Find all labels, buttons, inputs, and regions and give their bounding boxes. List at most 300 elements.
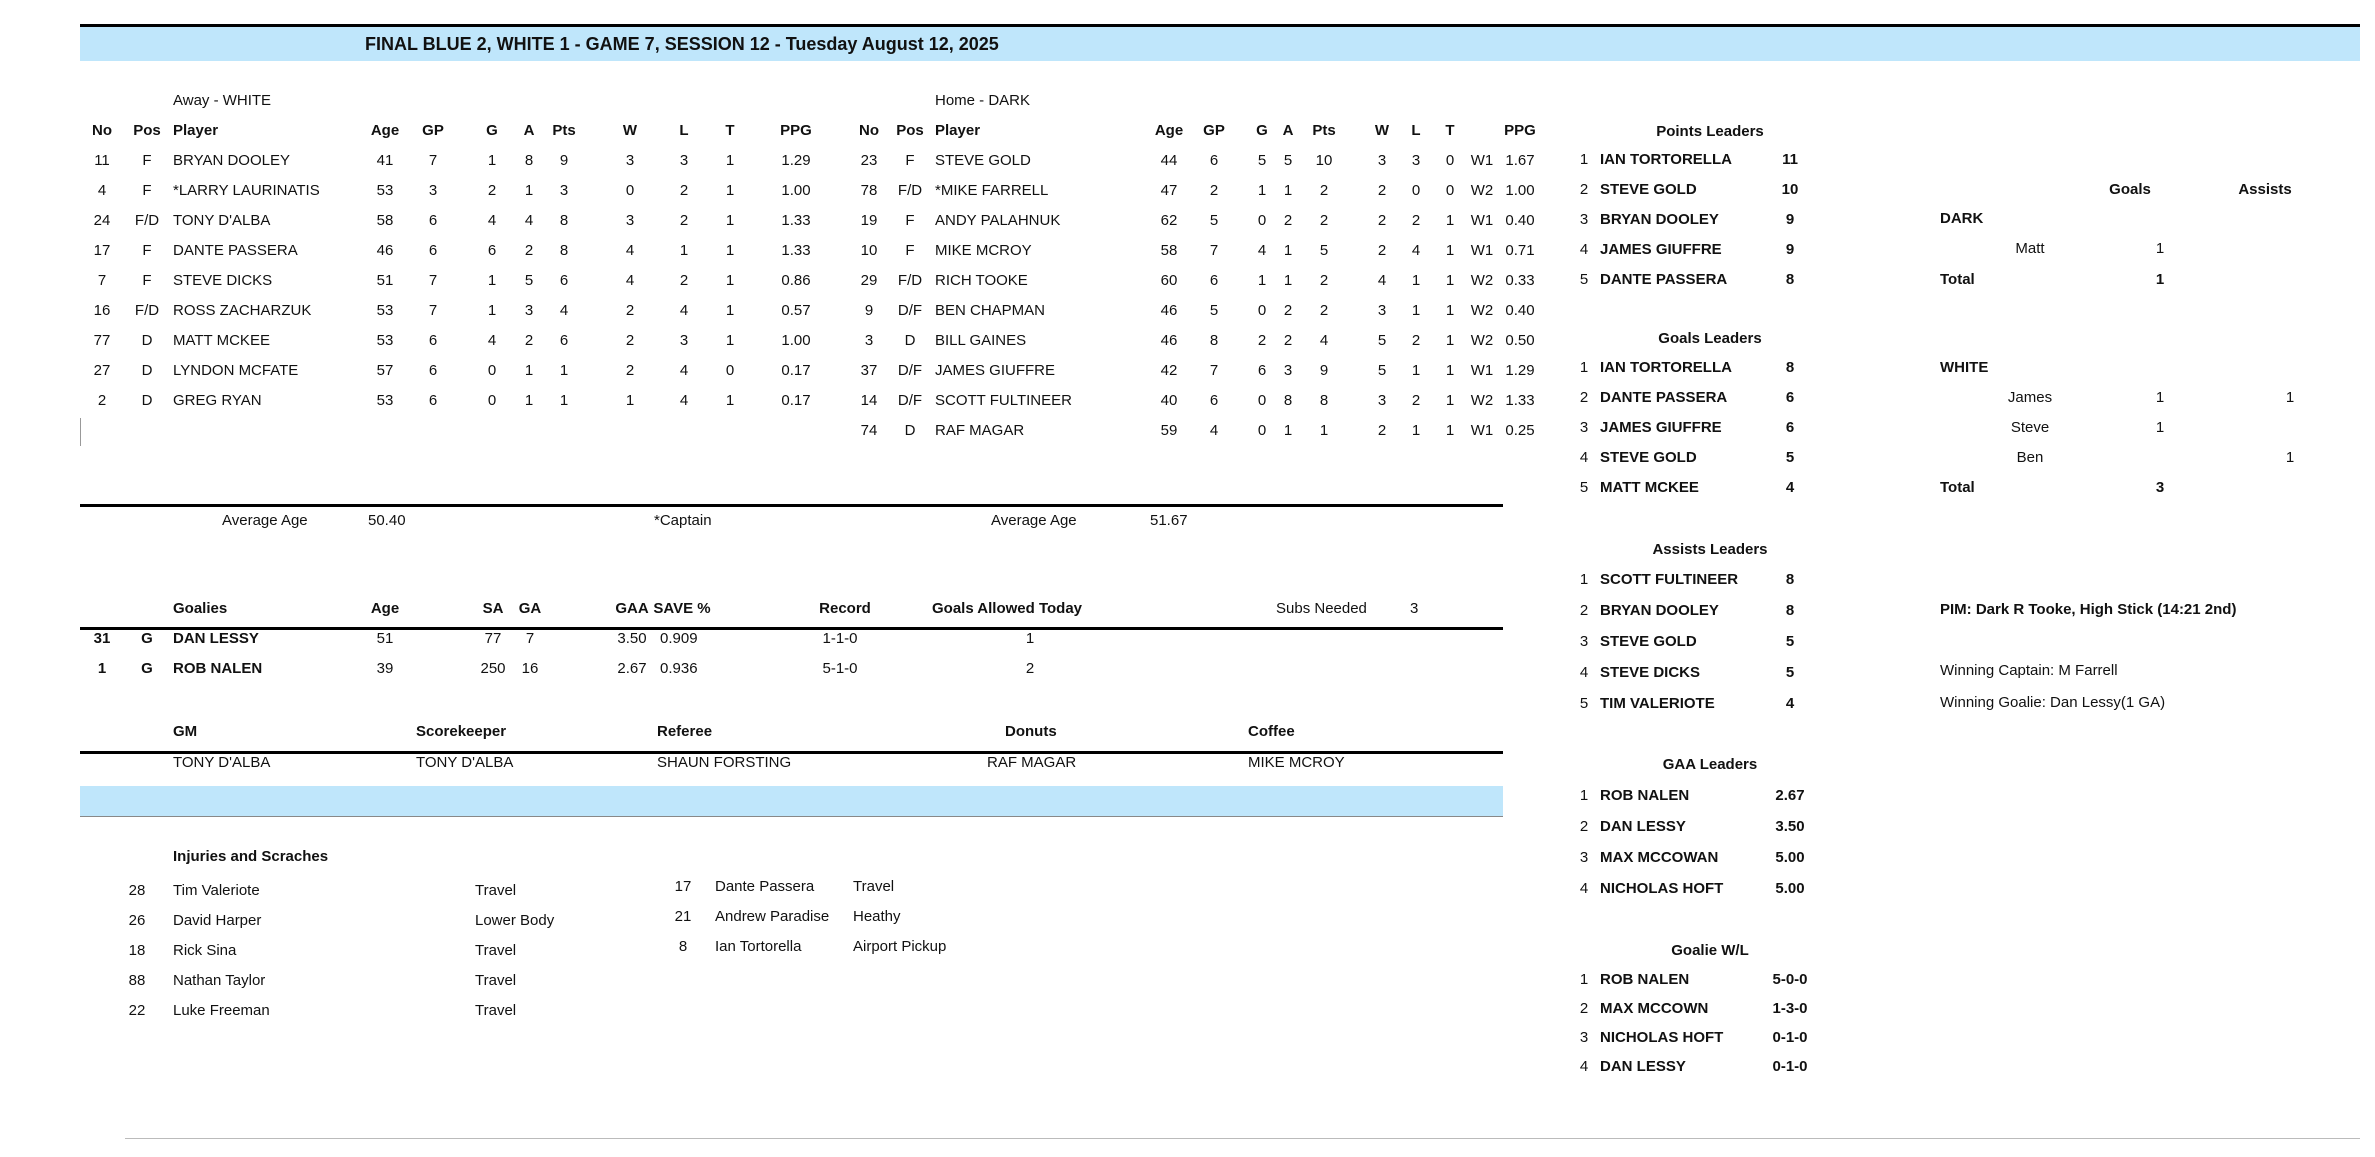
leader-rank: 3 <box>1579 211 1589 228</box>
home-player-cell: 2 <box>1283 332 1293 349</box>
home-player-cell: 58 <box>1160 242 1178 259</box>
leader-rank: 2 <box>1579 181 1589 198</box>
away-player-cell: 3 <box>679 152 689 169</box>
goalie-cell: 1 <box>1025 630 1035 647</box>
home-player-cell: *MIKE FARRELL <box>935 182 1049 199</box>
away-player-cell: 1.29 <box>781 152 811 169</box>
dark-total: 1 <box>2155 271 2165 288</box>
away-header-cell: T <box>725 122 735 139</box>
assists-leader-row <box>1560 568 1860 592</box>
away-player-cell: 2 <box>625 332 635 349</box>
assists-leader-row <box>1560 630 1860 654</box>
assists-header: Assists <box>2238 181 2292 198</box>
goalie-cell: DAN LESSY <box>173 630 259 647</box>
goalie_wl-leader-row <box>1560 997 1860 1021</box>
away-player-cell: 7 <box>97 272 107 289</box>
away-player-cell: 1 <box>487 272 497 289</box>
leader-value: 4 <box>1785 695 1795 712</box>
leader-rank: 3 <box>1579 633 1589 650</box>
away-player-cell: 24 <box>93 212 111 229</box>
injury-reason: Airport Pickup <box>853 938 947 955</box>
injury-number: 26 <box>128 912 146 929</box>
home-player-cell: 5 <box>1209 212 1219 229</box>
away-player-cell: F <box>142 182 152 199</box>
home-player-cell: 1 <box>1319 422 1329 439</box>
injury-number: 21 <box>674 908 692 925</box>
leader-rank: 3 <box>1579 849 1589 866</box>
away-player-cell: 0.57 <box>781 302 811 319</box>
left-edge-mark <box>80 418 81 446</box>
assists-leader-row <box>1560 692 1860 716</box>
goals-leader-row <box>1560 356 1860 380</box>
home-team-label: Home - DARK <box>935 92 1031 109</box>
goalie-cell: 31 <box>93 630 111 647</box>
away-player-cell: 53 <box>376 182 394 199</box>
away-player-cell: 1.00 <box>781 182 811 199</box>
leader-name: STEVE GOLD <box>1600 633 1697 650</box>
goalie-header-cell: Record <box>819 600 871 617</box>
away-player-cell: BRYAN DOOLEY <box>173 152 290 169</box>
goalie_wl-leader-row <box>1560 1026 1860 1050</box>
away-player-cell: STEVE DICKS <box>173 272 273 289</box>
home-player-cell: D/F <box>897 392 923 409</box>
injury-player: Andrew Paradise <box>715 908 830 925</box>
home-header-cell: Pos <box>896 122 924 139</box>
home-player-cell: 5 <box>1283 152 1293 169</box>
white-scorer-row <box>1930 446 2350 470</box>
injury-row <box>0 875 1000 899</box>
leader-value: 0-1-0 <box>1772 1058 1808 1075</box>
away-player-cell: 1.33 <box>781 242 811 259</box>
home-player-cell: 1.33 <box>1505 392 1535 409</box>
injury-player: Nathan Taylor <box>173 972 266 989</box>
dark-scorer-row <box>1930 237 2350 261</box>
away-player-cell: 6 <box>428 392 438 409</box>
leader-value: 10 <box>1781 181 1799 198</box>
home-player-cell: W1 <box>1470 242 1494 259</box>
away-player-cell: 0.17 <box>781 392 811 409</box>
away-player-cell: F/D <box>134 212 160 229</box>
leader-rank: 2 <box>1579 602 1589 619</box>
points-leader-row <box>1560 178 1860 202</box>
home-player-cell: 46 <box>1160 302 1178 319</box>
staff-header-cell: Donuts <box>1005 723 1057 740</box>
home-player-cell: 0 <box>1257 212 1267 229</box>
home-player-cell: W2 <box>1470 272 1494 289</box>
home-player-cell: 2 <box>1209 182 1219 199</box>
points-leader-row <box>1560 238 1860 262</box>
home-player-cell: 5 <box>1209 302 1219 319</box>
home-player-cell: 1 <box>1411 362 1421 379</box>
leader-name: MAX MCCOWAN <box>1600 849 1719 866</box>
away-player-cell: 6 <box>559 332 569 349</box>
dark-total-label: Total <box>1940 271 1975 288</box>
home-header-cell: A <box>1282 122 1294 139</box>
home-header-cell: No <box>859 122 879 139</box>
away-player-cell: 0 <box>487 392 497 409</box>
home-player-cell: 23 <box>860 152 878 169</box>
leader-name: BRYAN DOOLEY <box>1600 211 1719 228</box>
home-player-cell: 3 <box>1283 362 1293 379</box>
away-player-cell: 53 <box>376 302 394 319</box>
leader-value: 5 <box>1785 633 1795 650</box>
away-player-cell: 1 <box>524 182 534 199</box>
injury-reason: Lower Body <box>475 912 555 929</box>
home-player-cell: 1 <box>1411 302 1421 319</box>
injury-reason: Travel <box>475 942 517 959</box>
goalie-cell: 250 <box>480 660 506 677</box>
home-player-cell: 42 <box>1160 362 1178 379</box>
injuries-title: Injuries and Scraches <box>173 848 329 865</box>
leader-name: JAMES GIUFFRE <box>1600 241 1722 258</box>
goalie-cell: 51 <box>376 630 394 647</box>
home-player-cell: 2 <box>1257 332 1267 349</box>
home-player-cell: ANDY PALAHNUK <box>935 212 1061 229</box>
scorer-goals: 1 <box>2155 389 2165 406</box>
gaa-leader-row <box>1560 815 1860 839</box>
home-player-cell: W2 <box>1470 302 1494 319</box>
leader-value: 5 <box>1785 449 1795 466</box>
home-player-cell: 78 <box>860 182 878 199</box>
goalie-cell: 77 <box>484 630 502 647</box>
leader-name: NICHOLAS HOFT <box>1600 1029 1724 1046</box>
goalie_wl-leaders-title: Goalie W/L <box>1671 942 1749 959</box>
home-player-cell: 10 <box>860 242 878 259</box>
leader-rank: 4 <box>1579 241 1589 258</box>
away-avg-age-label: Average Age <box>222 512 308 529</box>
home-player-cell: 1 <box>1283 272 1293 289</box>
injury-row <box>0 999 620 1023</box>
leader-value: 11 <box>1782 151 1798 168</box>
leader-value: 8 <box>1785 359 1795 376</box>
away-player-cell: 1 <box>725 332 735 349</box>
away-player-cell: 2 <box>679 272 689 289</box>
leader-value: 9 <box>1785 241 1795 258</box>
away-player-cell: MATT MCKEE <box>173 332 270 349</box>
home-player-cell: 4 <box>1377 272 1387 289</box>
away-player-cell: 2 <box>679 212 689 229</box>
away-avg-age: 50.40 <box>368 512 406 529</box>
injury-player: Tim Valeriote <box>173 882 260 899</box>
scorer-assists: 1 <box>2285 389 2295 406</box>
home-player-cell: F <box>905 212 915 229</box>
leader-rank: 3 <box>1579 1029 1589 1046</box>
injury-number: 88 <box>128 972 146 989</box>
gaa-leader-row <box>1560 877 1860 901</box>
away-player-cell: 4 <box>559 302 569 319</box>
away-player-cell: 41 <box>376 152 394 169</box>
home-player-cell: 8 <box>1283 392 1293 409</box>
staff-value-cell: RAF MAGAR <box>987 754 1077 771</box>
goals-leader-row <box>1560 446 1860 470</box>
home-player-cell: BEN CHAPMAN <box>935 302 1046 319</box>
away-header-cell: GP <box>422 122 444 139</box>
injury-number: 18 <box>128 942 146 959</box>
goalie_wl-leader-row <box>1560 968 1860 992</box>
captain-note: *Captain <box>654 512 712 529</box>
leader-rank: 4 <box>1579 449 1589 466</box>
injury-row <box>0 935 1000 959</box>
pim-note: PIM: Dark R Tooke, High Stick (14:21 2nd) <box>1940 601 2237 618</box>
home-avg-age: 51.67 <box>1150 512 1188 529</box>
home-header-cell: PPG <box>1504 122 1536 139</box>
leader-name: BRYAN DOOLEY <box>1600 602 1719 619</box>
home-player-row <box>0 179 1560 203</box>
away-player-cell: 3 <box>524 302 534 319</box>
scorer-name: James <box>2007 389 2053 406</box>
leader-value: 3.50 <box>1775 818 1805 835</box>
away-player-cell: 57 <box>376 362 394 379</box>
goalie-cell: 2.67 <box>617 660 647 677</box>
leader-name: JAMES GIUFFRE <box>1600 419 1722 436</box>
assists-leaders-title: Assists Leaders <box>1652 541 1768 558</box>
scorer-assists: 1 <box>2285 449 2295 466</box>
away-player-cell: F <box>142 242 152 259</box>
staff-table <box>0 720 1503 780</box>
home-player-row <box>0 419 1560 443</box>
leader-value: 6 <box>1785 389 1795 406</box>
away-player-cell: 0 <box>487 362 497 379</box>
goals-header: Goals <box>2109 181 2151 198</box>
leader-value: 5-0-0 <box>1772 971 1808 988</box>
away-player-cell: F/D <box>134 302 160 319</box>
away-player-cell: GREG RYAN <box>173 392 262 409</box>
away-player-cell: 6 <box>559 272 569 289</box>
staff-header-cell: Scorekeeper <box>416 723 507 740</box>
leader-rank: 1 <box>1579 971 1589 988</box>
leader-name: ROB NALEN <box>1600 971 1690 988</box>
page-title: FINAL BLUE 2, WHITE 1 - GAME 7, SESSION 12 - Tuesday August 12, 2025 <box>365 34 999 54</box>
home-player-cell: D/F <box>897 302 923 319</box>
home-header-cell: T <box>1445 122 1455 139</box>
goals-leader-row <box>1560 386 1860 410</box>
leader-rank: 5 <box>1579 479 1589 496</box>
home-player-cell: 3 <box>1411 152 1421 169</box>
injury-player: Luke Freeman <box>173 1002 270 1019</box>
home-player-cell: F/D <box>897 182 923 199</box>
away-player-cell: F <box>142 272 152 289</box>
away-player-cell: 1 <box>679 242 689 259</box>
home-player-cell: 0.40 <box>1505 302 1535 319</box>
away-player-cell: 27 <box>93 362 111 379</box>
home-player-cell: 47 <box>1160 182 1178 199</box>
home-player-cell: 8 <box>1319 392 1329 409</box>
goalie-cell: 2 <box>1025 660 1035 677</box>
goals-leader-row <box>1560 476 1860 500</box>
goalie-cell: 1-1-0 <box>822 630 858 647</box>
scorer-name: Steve <box>2010 419 2050 436</box>
points-leader-row <box>1560 268 1860 292</box>
home-player-cell: W1 <box>1470 152 1494 169</box>
winning-goalie-note: Winning Goalie: Dan Lessy(1 GA) <box>1940 694 2166 711</box>
home-player-cell: 1 <box>1283 422 1293 439</box>
home-player-cell: 1.67 <box>1505 152 1535 169</box>
gaa-leaders-title: GAA Leaders <box>1662 756 1758 773</box>
home-player-cell: 0.40 <box>1505 212 1535 229</box>
leader-rank: 4 <box>1579 1058 1589 1075</box>
home-player-cell: BILL GAINES <box>935 332 1027 349</box>
home-player-cell: W1 <box>1470 212 1494 229</box>
home-player-cell: 5 <box>1377 332 1387 349</box>
home-player-cell: 5 <box>1319 242 1329 259</box>
subs-needed-value: 3 <box>1410 600 1419 617</box>
leader-name: IAN TORTORELLA <box>1600 359 1732 376</box>
injury-reason: Travel <box>853 878 895 895</box>
home-player-cell: W2 <box>1470 182 1494 199</box>
home-player-cell: 2 <box>1411 212 1421 229</box>
leader-name: DAN LESSY <box>1600 818 1686 835</box>
home-player-cell: 2 <box>1319 212 1329 229</box>
staff-value-cell: MIKE MCROY <box>1248 754 1345 771</box>
away-player-cell: 6 <box>487 242 497 259</box>
home-player-cell: 62 <box>1160 212 1178 229</box>
home-player-cell: SCOTT FULTINEER <box>935 392 1072 409</box>
home-player-cell: 9 <box>1319 362 1329 379</box>
home-player-cell: 74 <box>860 422 878 439</box>
goalie-cell: 0.909 <box>660 630 698 647</box>
away-player-cell: 7 <box>428 302 438 319</box>
away-header-cell: Pts <box>552 122 576 139</box>
home-player-cell: 1 <box>1445 392 1455 409</box>
leader-value: 8 <box>1785 271 1795 288</box>
home-player-cell: 59 <box>1160 422 1178 439</box>
home-player-cell: 4 <box>1319 332 1329 349</box>
home-player-cell: 46 <box>1160 332 1178 349</box>
leader-rank: 1 <box>1579 151 1589 168</box>
goalie-header-cell: Age <box>370 600 400 617</box>
goalie-cell: 39 <box>376 660 394 677</box>
staff-header-cell: GM <box>173 723 198 740</box>
away-player-cell: 1 <box>725 302 735 319</box>
away-player-cell: 2 <box>487 182 497 199</box>
staff-header-cell: Coffee <box>1248 723 1295 740</box>
injury-number: 17 <box>674 878 692 895</box>
staff-bottom-band <box>80 786 1503 816</box>
home-player-cell: 5 <box>1257 152 1267 169</box>
away-player-cell: 3 <box>625 152 635 169</box>
home-player-cell: 2 <box>1411 332 1421 349</box>
goalie-cell: 1 <box>97 660 107 677</box>
away-player-cell: 3 <box>559 182 569 199</box>
home-player-cell: 9 <box>864 302 874 319</box>
away-player-cell: 53 <box>376 392 394 409</box>
away-player-cell: 1 <box>524 392 534 409</box>
away-player-cell: 3 <box>428 182 438 199</box>
goals-leaders-title: Goals Leaders <box>1658 330 1762 347</box>
home-roster-table <box>0 119 1560 449</box>
home-player-cell: 4 <box>1257 242 1267 259</box>
home-player-cell: 1 <box>1257 272 1267 289</box>
home-player-cell: 0 <box>1257 392 1267 409</box>
home-header-cell: L <box>1411 122 1421 139</box>
away-header-cell: L <box>679 122 689 139</box>
away-player-cell: 1 <box>559 392 569 409</box>
home-player-cell: 2 <box>1283 302 1293 319</box>
away-player-cell: 3 <box>679 332 689 349</box>
leader-name: IAN TORTORELLA <box>1600 151 1732 168</box>
home-player-cell: 0 <box>1257 302 1267 319</box>
home-header-cell: Pts <box>1312 122 1336 139</box>
home-player-cell: 0.71 <box>1505 242 1535 259</box>
home-header-cell: GP <box>1203 122 1225 139</box>
staff-bottom-rule <box>80 816 1503 817</box>
away-header-cell: A <box>523 122 535 139</box>
home-player-cell: 37 <box>860 362 878 379</box>
home-player-cell: 1 <box>1445 302 1455 319</box>
away-player-cell: 4 <box>679 392 689 409</box>
leader-value: 1-3-0 <box>1772 1000 1808 1017</box>
home-player-cell: 0.50 <box>1505 332 1535 349</box>
leader-rank: 4 <box>1579 880 1589 897</box>
home-player-cell: 1 <box>1445 272 1455 289</box>
away-header-cell: G <box>486 122 498 139</box>
home-player-cell: 3 <box>864 332 874 349</box>
leader-rank: 1 <box>1579 571 1589 588</box>
away-player-cell: 1 <box>559 362 569 379</box>
white-scorer-row <box>1930 386 2350 410</box>
away-player-cell: 8 <box>559 242 569 259</box>
injury-row <box>0 905 1000 929</box>
home-player-cell: 2 <box>1377 242 1387 259</box>
home-player-cell: 2 <box>1377 182 1387 199</box>
away-player-cell: 11 <box>94 152 110 169</box>
away-player-cell: 1 <box>725 242 735 259</box>
home-player-cell: 14 <box>860 392 878 409</box>
home-player-cell: W1 <box>1470 422 1494 439</box>
home-player-row <box>0 299 1560 323</box>
leader-value: 8 <box>1785 571 1795 588</box>
home-player-cell: 40 <box>1160 392 1178 409</box>
scorer-name: Matt <box>2015 240 2045 257</box>
goalie-header-rule <box>80 627 1503 630</box>
home-player-cell: 0.33 <box>1505 272 1535 289</box>
goalie-header-cell: SA <box>482 600 504 617</box>
away-player-cell: D <box>141 362 153 379</box>
scorer-goals: 1 <box>2155 419 2165 436</box>
away-player-cell: 0 <box>625 182 635 199</box>
away-player-cell: 51 <box>376 272 394 289</box>
home-player-cell: D/F <box>897 362 923 379</box>
leaders-column <box>1560 0 1860 1100</box>
home-player-cell: 19 <box>860 212 878 229</box>
home-player-cell: 0 <box>1445 182 1455 199</box>
scorer-goals: 1 <box>2155 240 2165 257</box>
away-player-cell: LYNDON MCFATE <box>173 362 299 379</box>
leader-name: DANTE PASSERA <box>1600 389 1728 406</box>
leader-rank: 2 <box>1579 818 1589 835</box>
leader-value: 9 <box>1785 211 1795 228</box>
footer-rule <box>125 1138 2360 1139</box>
home-player-cell: 1 <box>1445 362 1455 379</box>
away-player-cell: 77 <box>93 332 111 349</box>
away-player-cell: 4 <box>97 182 107 199</box>
scoring-summary <box>1930 0 2350 520</box>
goalie-cell: 5-1-0 <box>822 660 858 677</box>
home-player-row <box>0 239 1560 263</box>
away-player-cell: 16 <box>93 302 111 319</box>
away-player-cell: 0.17 <box>781 362 811 379</box>
home-player-cell: W2 <box>1470 392 1494 409</box>
goalie-header-cell: GA <box>518 600 542 617</box>
home-player-cell: RICH TOOKE <box>935 272 1028 289</box>
injury-player: Dante Passera <box>715 878 815 895</box>
injury-number: 28 <box>128 882 146 899</box>
away-player-cell: 46 <box>376 242 394 259</box>
goalie-cell: 0.936 <box>660 660 698 677</box>
away-player-cell: 4 <box>487 212 497 229</box>
home-player-cell: 1 <box>1283 242 1293 259</box>
leader-value: 6 <box>1785 419 1795 436</box>
